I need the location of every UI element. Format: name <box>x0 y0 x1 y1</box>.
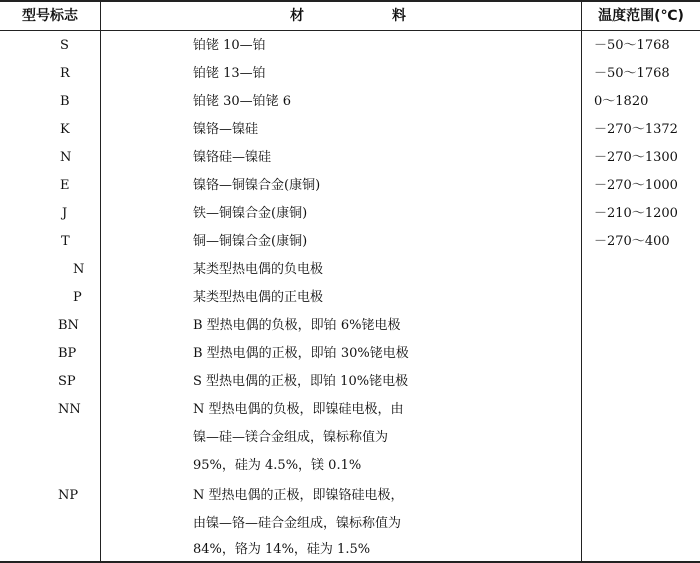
row-material: 铂铑 10—铂 <box>193 38 266 53</box>
row-material: 某类型热电偶的负电极 <box>193 262 324 277</box>
row-material-continued: 84%，铬为 14%，硅为 1.5% <box>193 542 371 557</box>
row-code: B <box>60 94 70 109</box>
row-code: P <box>73 290 82 305</box>
row-code: K <box>60 122 70 137</box>
row-material: N 型热电偶的正极，即镍铬硅电极， <box>193 488 404 503</box>
header-code: 型号标志 <box>22 8 78 24</box>
row-code: NP <box>58 488 79 503</box>
row-temp: －50～1768 <box>594 38 670 53</box>
row-code: SP <box>58 374 76 389</box>
row-material: 铂铑 13—铂 <box>193 66 266 81</box>
row-temp: －50～1768 <box>594 66 670 81</box>
row-temp: －270～1372 <box>594 122 678 137</box>
row-material: 某类型热电偶的正电极 <box>193 290 324 305</box>
column-divider-1 <box>100 0 101 563</box>
row-code: E <box>60 178 70 193</box>
header-divider <box>0 30 700 31</box>
row-material: B 型热电偶的正极，即铂 30%铑电极 <box>193 346 409 361</box>
row-code: N <box>73 262 85 277</box>
row-temp: －270～1300 <box>594 150 678 165</box>
row-material-continued: 镍—硅—镁合金组成，镍标称值为 <box>193 430 389 445</box>
row-material: S 型热电偶的正极，即铂 10%铑电极 <box>193 374 409 389</box>
row-temp: 0～1820 <box>594 94 649 109</box>
header-material-b: 料 <box>392 8 406 24</box>
row-material-continued: 95%，硅为 4.5%，镁 0.1% <box>193 458 362 473</box>
row-material: 铁—铜镍合金(康铜) <box>193 206 308 221</box>
header-material-a: 材 <box>290 8 304 24</box>
row-temp: －270～400 <box>594 234 670 249</box>
row-code: N <box>60 150 72 165</box>
table-top-rule <box>0 0 700 2</box>
row-code: J <box>62 206 68 221</box>
row-material: B 型热电偶的负极，即铂 6%铑电极 <box>193 318 401 333</box>
row-material: N 型热电偶的负极，即镍硅电极，由 <box>193 402 404 417</box>
column-divider-2 <box>581 0 582 563</box>
row-material: 铂铑 30—铂铑 6 <box>193 94 292 109</box>
row-code: BN <box>58 318 79 333</box>
header-temp: 温度范围(℃) <box>598 8 684 24</box>
row-material: 铜—铜镍合金(康铜) <box>193 234 308 249</box>
row-code: NN <box>58 402 81 417</box>
row-material-continued: 由镍—铬—硅合金组成，镍标称值为 <box>193 516 402 531</box>
row-temp: －270～1000 <box>594 178 678 193</box>
row-material: 镍铬—铜镍合金(康铜) <box>193 178 321 193</box>
row-temp: －210～1200 <box>594 206 678 221</box>
row-code: BP <box>58 346 77 361</box>
row-code: T <box>61 234 70 249</box>
row-material: 镍铬硅—镍硅 <box>193 150 272 165</box>
row-material: 镍铬—镍硅 <box>193 122 259 137</box>
row-code: S <box>60 38 69 53</box>
row-code: R <box>60 66 70 81</box>
